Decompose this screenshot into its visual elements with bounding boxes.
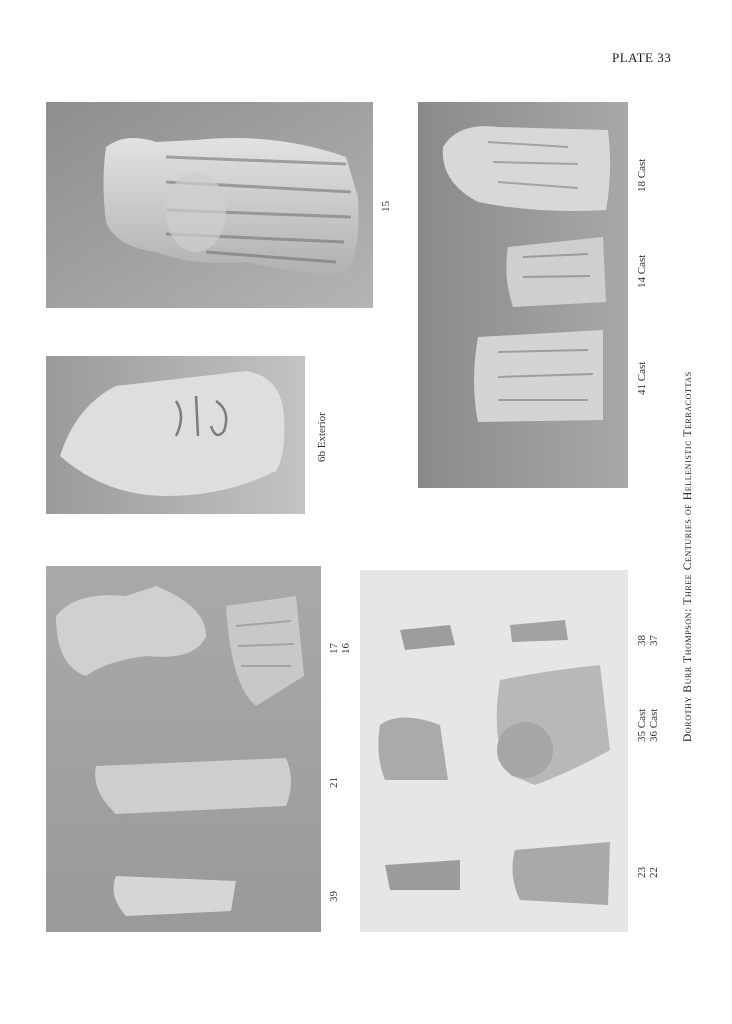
caption-23: 23: [636, 867, 648, 878]
caption-21: 21: [328, 777, 340, 788]
running-title: [682, 371, 694, 742]
photo-group-39-21-17-16: [46, 566, 321, 932]
caption-41-cast: 41 Cast: [636, 361, 648, 395]
photo-group-23-22-35-36-38-37: [360, 570, 628, 932]
caption-39: 39: [328, 891, 340, 902]
plate-number: PLATE 33: [612, 50, 672, 65]
photo-figure-6b-exterior: [46, 356, 305, 514]
caption-37: 37: [648, 635, 660, 646]
caption-14-cast: 14 Cast: [636, 254, 648, 288]
caption-22: 22: [648, 867, 660, 878]
caption-38: 38: [636, 635, 648, 646]
caption-36-cast: 36 Cast: [648, 708, 660, 742]
caption-35-cast: 35 Cast: [636, 708, 648, 742]
caption-18-cast: 18 Cast: [636, 158, 648, 192]
running-title-text: Three Centuries of Hellenistic Terracottas: [682, 371, 694, 605]
caption-15: 15: [380, 201, 392, 212]
photo-casts-41-14-18: [418, 102, 628, 488]
caption-17: 17: [328, 643, 340, 654]
caption-16: 16: [340, 643, 352, 654]
caption-6b-exterior: 6b Exterior: [316, 412, 328, 462]
running-title-author: Dorothy Burr Thompson:: [682, 608, 694, 742]
photo-figure-15: [46, 102, 373, 308]
